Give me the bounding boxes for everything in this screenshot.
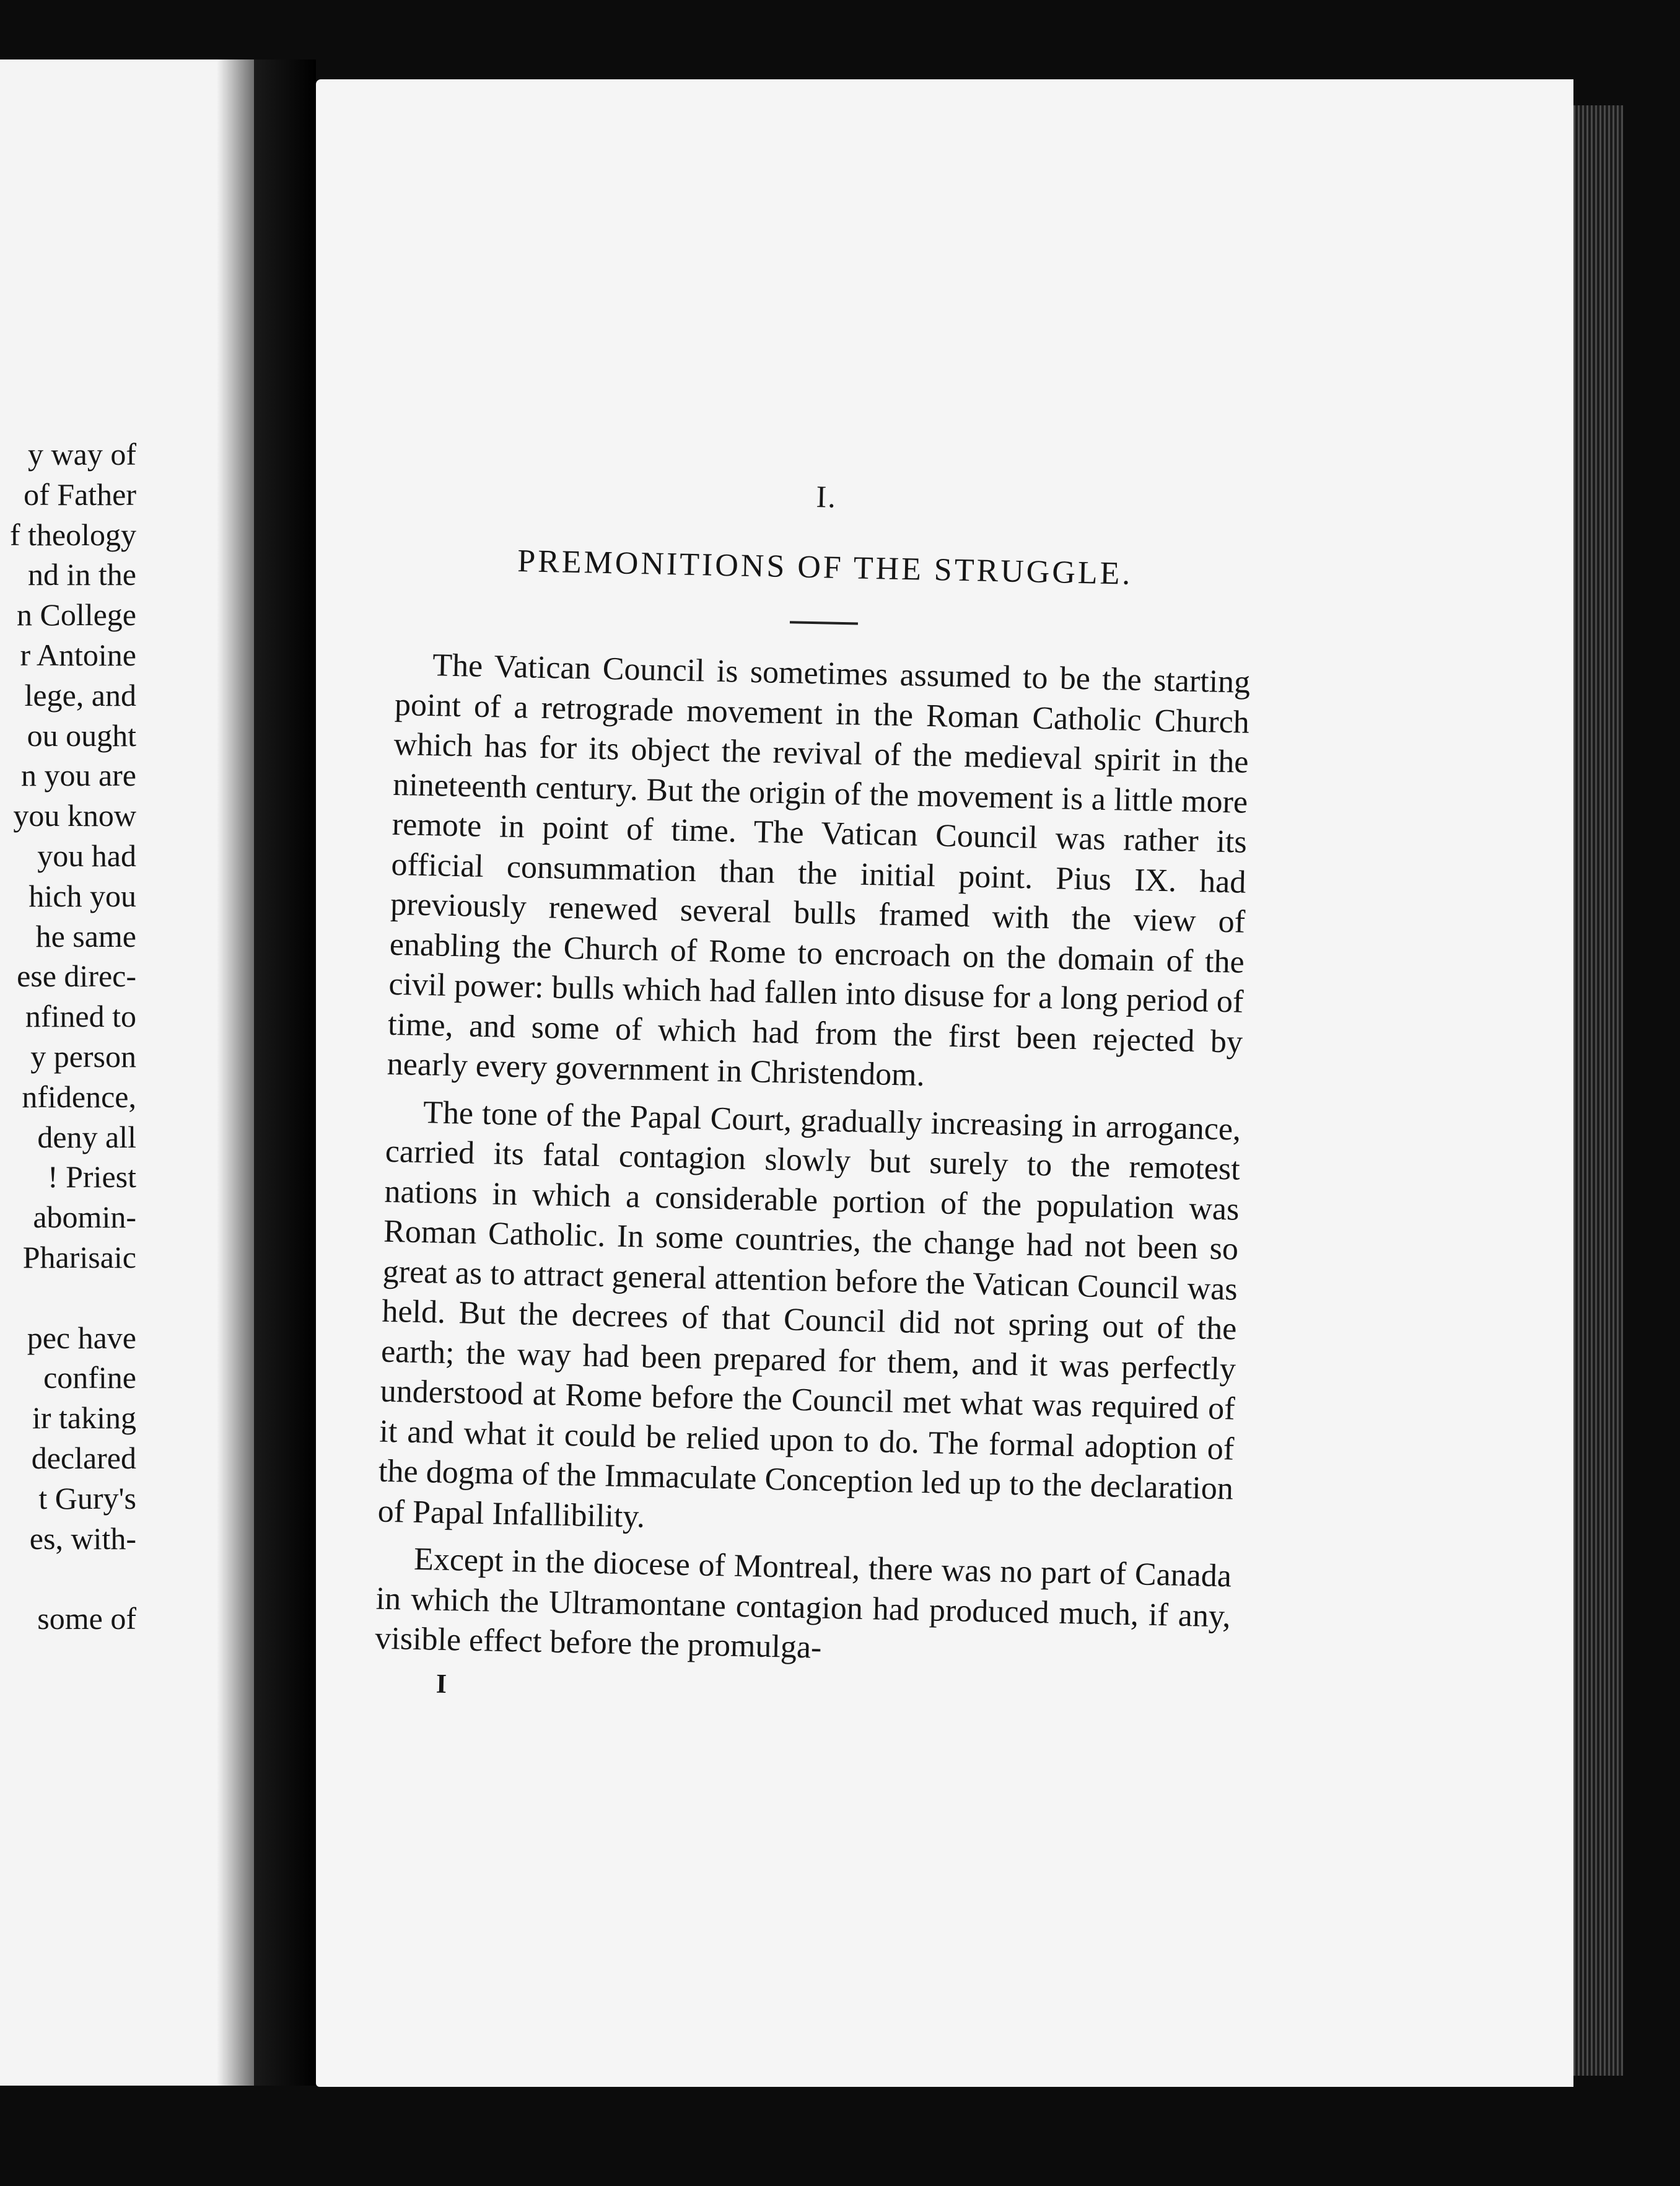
paragraph: The Vatican Council is sometimes assumed to be the starting point of a retrograde movement in the Roman Catholic Church which has for its object the revival of the medieval spirit in the nineteenth century. But the origin of the movement is a little more remote in point of time. The Vatican Council was rather its official consummation than the initial point. Pius IX. had previously renewed several bulls framed with the view of enabling the Church of Rome to encroach on the domain of the civil power: bulls which had fallen into disuse for a long period of time, and some of which had from the first been rejected by nearly every government in Christendom. [387,647,1251,1093]
chapter-number: I. [816,479,838,514]
page-content [374,470,1254,1716]
left-page-line: lege, and [24,677,136,713]
right-page [316,79,1573,2087]
left-page-line: pec have [27,1320,136,1355]
left-page-line: some of [37,1601,136,1636]
paragraph: The tone of the Papal Court, gradually increasing in arrogance, carried its fatal contagion slowly but surely to the remotest nations in which a considerable portion of the population was Roman Catholic. In some countries, the change had not been so great as to attract general attention before the Vatican Council was held. But the decrees of that Council did not spring out of the earth; the way had been prepared for them, and it was perfectly understood at Rome before the Council met what was required of it and what it could be relied upon to do. The formal adoption of the dogma of the Immaculate Conception led up to the declaration of Papal Infallibility. [377,1094,1241,1535]
left-page-line: you had [37,838,136,873]
left-page-line: confine [43,1360,136,1395]
chapter-title: PREMONITIONS OF THE STRUGGLE. [517,543,1133,592]
left-page-line: y way of [28,437,136,472]
left-page-line: n College [16,597,136,633]
page-edges [1573,105,1623,2076]
left-page-line: abomin- [33,1200,136,1235]
left-page-line: deny all [37,1119,136,1154]
left-page-line: nfidence, [22,1079,136,1114]
left-page-line: declared [31,1440,136,1475]
left-page-line: ir taking [32,1400,136,1436]
left-page-line: t Gury's [38,1480,136,1516]
left-page-line: ese direc- [17,959,136,994]
left-page-line: of Father [24,476,136,512]
left-page-line: f theology [9,517,136,552]
book-gutter [254,59,316,2086]
left-page-line: he same [35,918,136,954]
left-page-line: nd in the [28,557,136,592]
left-page-line: es, with- [29,1521,136,1556]
left-page-line: you know [13,798,136,833]
title-rule [790,621,858,625]
left-page-gap [0,1278,136,1318]
left-page-line: ou ought [27,718,136,753]
left-page-line: hich you [28,878,136,913]
left-page-line: Pharisaic [22,1239,136,1275]
left-page-line: y person [30,1038,136,1074]
left-page-line: ! Priest [47,1159,136,1195]
left-page-text [0,434,136,1639]
left-page [0,59,254,2086]
left-page-line: nfined to [25,999,136,1034]
left-page-shadow [217,59,254,2086]
signature-mark: I [435,1668,447,1699]
left-page-line: r Antoine [20,637,136,672]
body-text [375,645,1251,1677]
left-page-gap [0,1558,136,1599]
left-page-line: n you are [20,758,136,793]
paragraph: Except in the diocese of Montreal, there was no part of Canada in which the Ultramontane contagion had produced much, if any, visible effect before the promulga- [374,1541,1232,1666]
